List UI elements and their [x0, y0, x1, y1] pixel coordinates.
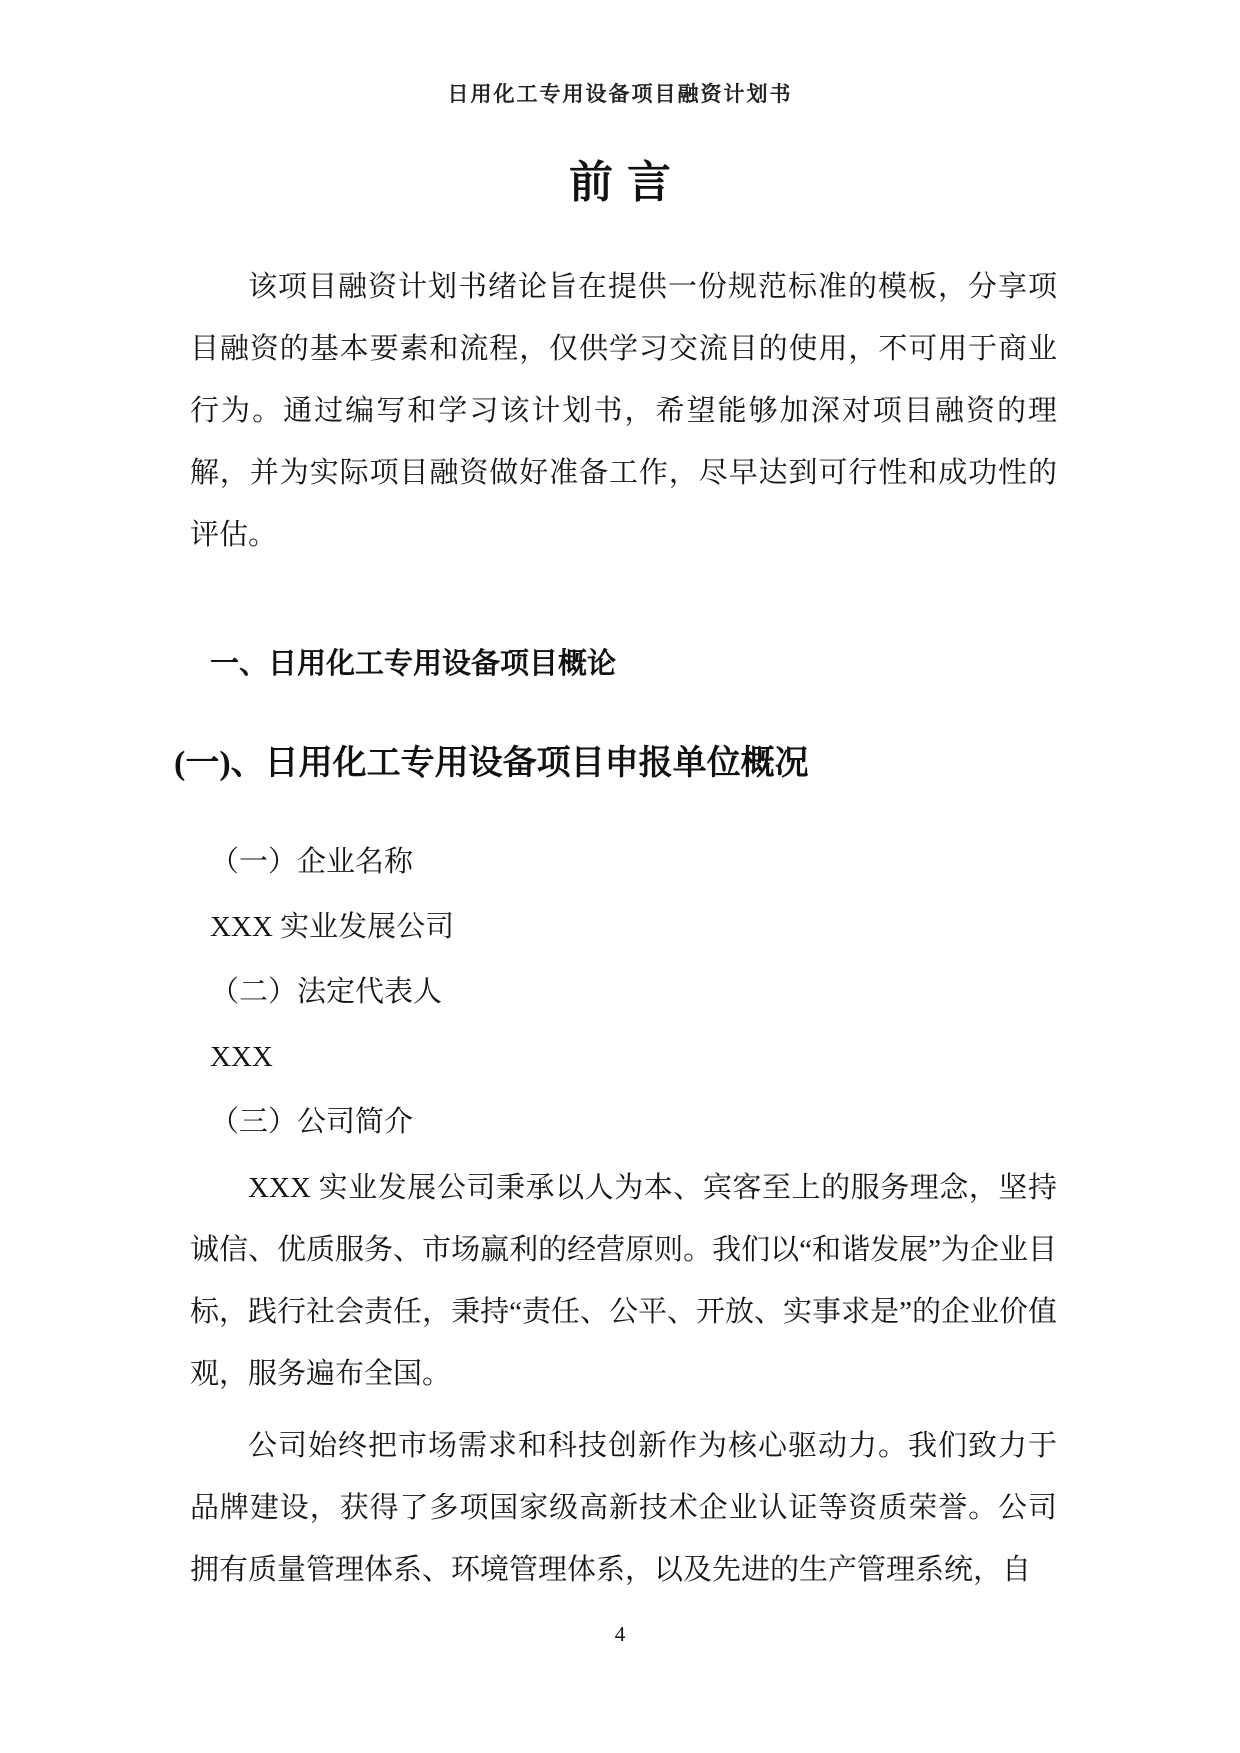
- field-enterprise-name-label: （一）企业名称: [210, 846, 414, 878]
- page-number: 4: [614, 1622, 626, 1646]
- subsection-heading-applicant-profile: (一)、日用化工专用设备项目申报单位概况: [174, 745, 809, 782]
- field-legal-representative-label: （二）法定代表人: [210, 976, 443, 1008]
- intro-paragraph: 该项目融资计划书绪论旨在提供一份规范标准的模板，分享项目融资的基本要素和流程，仅供学习交流目的使用，不可用于商业行为。通过编写和学习该计划书，希望能够加深对项目融资的理解，并为实际项目融资做好准备工作，尽早达到可行性和成功性的评估。: [190, 271, 1057, 551]
- company-profile-paragraphs: [190, 1157, 1057, 1601]
- company-strengths-paragraph: 公司始终把市场需求和科技创新作为核心驱动力。我们致力于品牌建设，获得了多项国家级高新技术企业认证等资质荣誉。公司拥有质量管理体系、环境管理体系，以及先进的生产管理系统，自: [190, 1430, 1057, 1586]
- company-field-list: [190, 830, 1057, 1155]
- field-company-profile-label: （三）公司简介: [210, 1106, 414, 1138]
- field-legal-representative-value: XXX: [210, 1041, 273, 1073]
- document-body: [174, 256, 1057, 1601]
- document-header-title: 日用化工专用设备项目融资计划书: [447, 82, 793, 106]
- field-enterprise-name-value: XXX 实业发展公司: [210, 911, 455, 943]
- section-heading-project-overview: 一、日用化工专用设备项目概论: [210, 648, 617, 680]
- company-intro-paragraph: XXX 实业发展公司秉承以人为本、宾客至上的服务理念，坚持诚信、优质服务、市场赢利的经营原则。我们以“和谐发展”为企业目标，践行社会责任，秉持“责任、公平、开放、实事求是”的企业价值观，服务遍布全国。: [190, 1172, 1057, 1390]
- page-title: 前言: [569, 158, 685, 207]
